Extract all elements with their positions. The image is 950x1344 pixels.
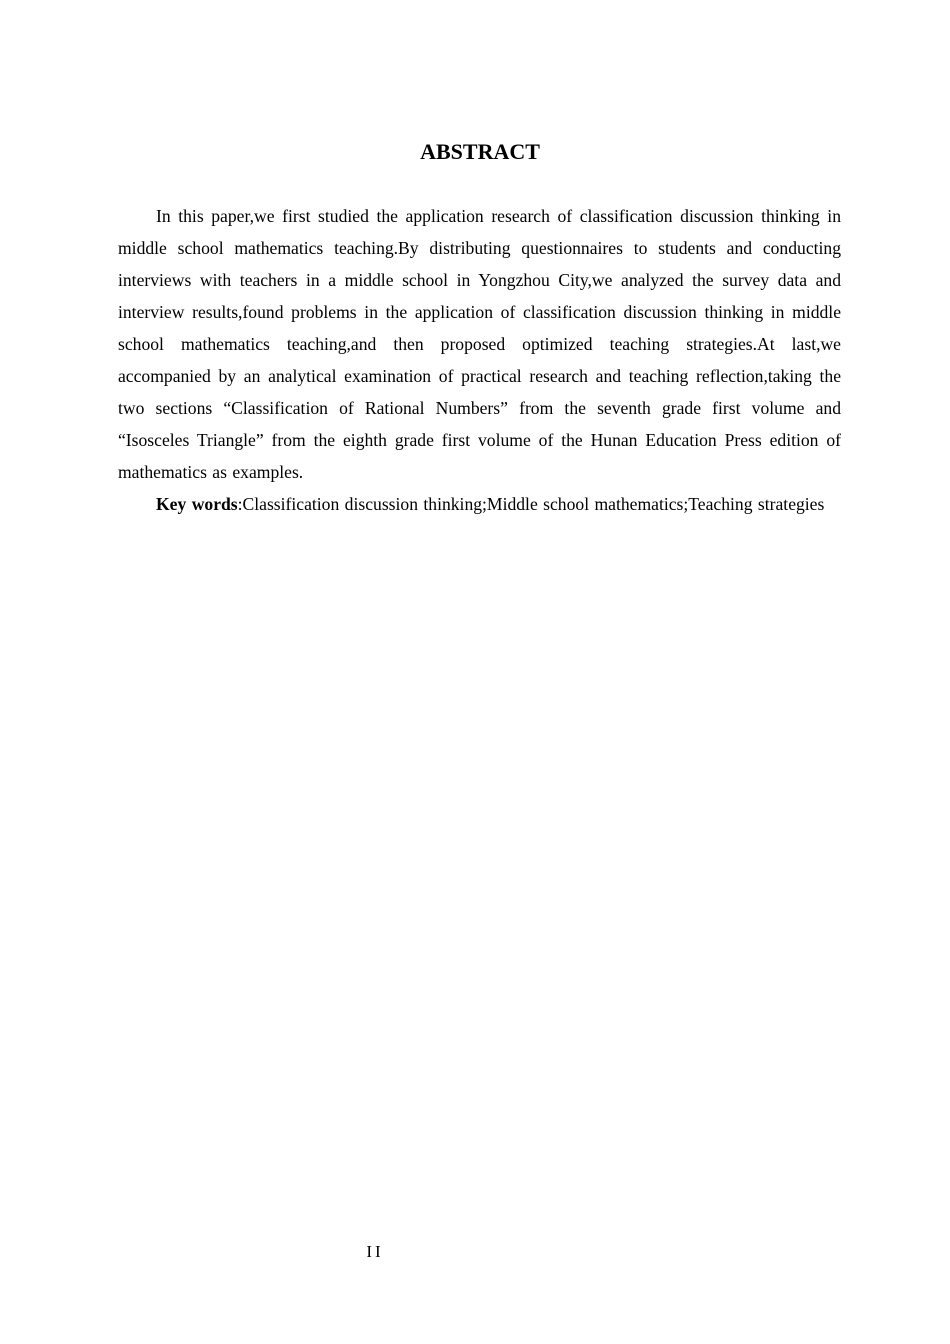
abstract-title: ABSTRACT xyxy=(420,139,540,164)
keywords-paragraph xyxy=(118,488,841,520)
abstract-body xyxy=(118,200,841,520)
abstract-paragraph: In this paper,we first studied the application research of classification discussion thinking in middle school mathematics teaching.By distributing questionnaires to students and conducting interviews with teachers in a middle school in Yongzhou City,we analyzed the survey data and interview results,found problems in the application of classification discussion thinking in middle school mathematics teaching,and then proposed optimized teaching strategies.At last,we accompanied by an analytical examination of practical research and teaching reflection,taking the two sections “Classification of Rational Numbers” from the seventh grade first volume and “Isosceles Triangle” from the eighth grade first volume of the Hunan Education Press edition of mathematics as examples. xyxy=(118,206,841,482)
keywords-label: Key words xyxy=(156,494,238,514)
page-number: II xyxy=(366,1242,384,1261)
keywords-text: :Classification discussion thinking;Middle school mathematics;Teaching strategies xyxy=(237,494,825,514)
